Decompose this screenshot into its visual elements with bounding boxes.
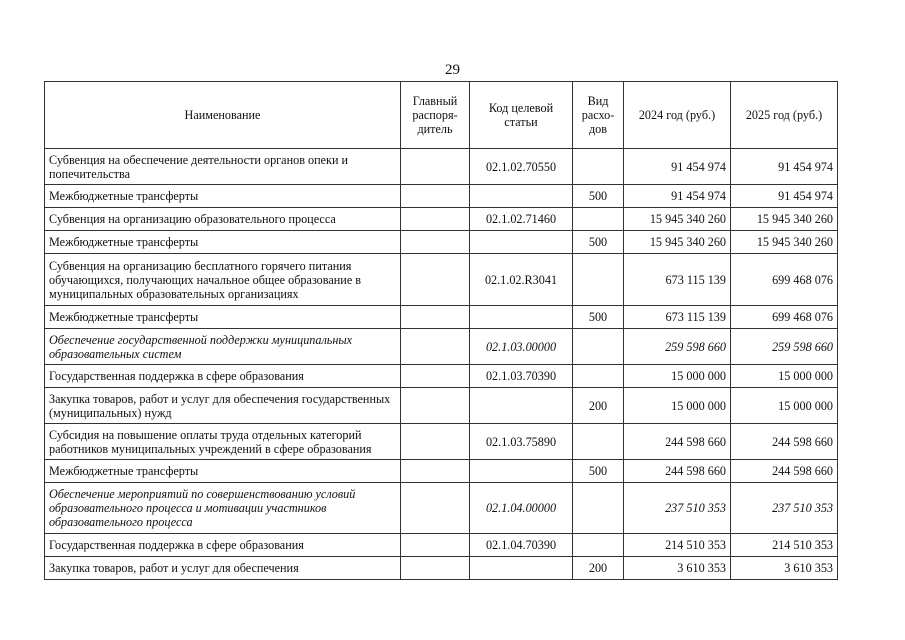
row-2025: 91 454 974 xyxy=(731,149,838,185)
table-header-row xyxy=(45,82,838,149)
row-2025: 15 945 340 260 xyxy=(731,231,838,254)
row-code: 02.1.02.71460 xyxy=(470,208,573,231)
row-code: 02.1.04.70390 xyxy=(470,534,573,557)
row-admin xyxy=(401,460,470,483)
row-admin xyxy=(401,388,470,424)
table-row xyxy=(45,460,838,483)
row-kind: 200 xyxy=(573,388,624,424)
row-name: Обеспечение государственной поддержки муниципальных образовательных систем xyxy=(45,329,401,365)
table-row xyxy=(45,231,838,254)
row-name: Межбюджетные трансферты xyxy=(45,185,401,208)
table-row xyxy=(45,388,838,424)
row-name: Обеспечение мероприятий по совершенствованию условий образовательного процесса и мотивации участников образовательного процесса xyxy=(45,483,401,534)
row-name: Субвенция на обеспечение деятельности органов опеки и попечительства xyxy=(45,149,401,185)
row-code: 02.1.02.70550 xyxy=(470,149,573,185)
row-code xyxy=(470,388,573,424)
row-2025: 15 000 000 xyxy=(731,365,838,388)
table-row xyxy=(45,557,838,580)
row-admin xyxy=(401,557,470,580)
row-kind xyxy=(573,208,624,231)
row-code: 02.1.03.00000 xyxy=(470,329,573,365)
row-2024: 214 510 353 xyxy=(624,534,731,557)
table-row xyxy=(45,149,838,185)
row-kind xyxy=(573,483,624,534)
row-admin xyxy=(401,483,470,534)
row-kind: 200 xyxy=(573,557,624,580)
row-admin xyxy=(401,365,470,388)
row-admin xyxy=(401,231,470,254)
row-name: Субвенция на организацию бесплатного горячего питания обучающихся, получающих начальное общее образование в муниципальных образовательных организациях xyxy=(45,254,401,306)
row-admin xyxy=(401,254,470,306)
row-code xyxy=(470,185,573,208)
table-row xyxy=(45,483,838,534)
row-admin xyxy=(401,329,470,365)
row-kind xyxy=(573,365,624,388)
table-row xyxy=(45,365,838,388)
row-2025: 15 000 000 xyxy=(731,388,838,424)
row-2025: 259 598 660 xyxy=(731,329,838,365)
table-row xyxy=(45,306,838,329)
row-admin xyxy=(401,185,470,208)
row-2024: 15 000 000 xyxy=(624,365,731,388)
budget-table xyxy=(44,81,838,580)
row-2024: 673 115 139 xyxy=(624,254,731,306)
header-2024: 2024 год (руб.) xyxy=(624,82,731,149)
row-admin xyxy=(401,149,470,185)
row-2024: 3 610 353 xyxy=(624,557,731,580)
header-2025: 2025 год (руб.) xyxy=(731,82,838,149)
row-kind xyxy=(573,254,624,306)
row-2024: 91 454 974 xyxy=(624,149,731,185)
row-code xyxy=(470,557,573,580)
header-admin: Главный распоря-дитель xyxy=(401,82,470,149)
header-name: Наименование xyxy=(45,82,401,149)
row-2025: 699 468 076 xyxy=(731,306,838,329)
row-name: Государственная поддержка в сфере образования xyxy=(45,365,401,388)
row-code: 02.1.02.R3041 xyxy=(470,254,573,306)
header-kind: Вид расхо-дов xyxy=(573,82,624,149)
row-2025: 699 468 076 xyxy=(731,254,838,306)
table-row xyxy=(45,185,838,208)
row-admin xyxy=(401,534,470,557)
row-2025: 15 945 340 260 xyxy=(731,208,838,231)
row-2025: 244 598 660 xyxy=(731,460,838,483)
page-number: 29 xyxy=(445,62,460,78)
row-code xyxy=(470,231,573,254)
row-code: 02.1.03.70390 xyxy=(470,365,573,388)
table-row xyxy=(45,329,838,365)
row-2025: 214 510 353 xyxy=(731,534,838,557)
row-name: Субсидия на повышение оплаты труда отдельных категорий работников муниципальных учреждений в сфере образования xyxy=(45,424,401,460)
row-2025: 244 598 660 xyxy=(731,424,838,460)
table-row xyxy=(45,534,838,557)
row-name: Закупка товаров, работ и услуг для обеспечения государственных (муниципальных) нужд xyxy=(45,388,401,424)
row-admin xyxy=(401,306,470,329)
row-name: Межбюджетные трансферты xyxy=(45,306,401,329)
table-row xyxy=(45,254,838,306)
row-2025: 237 510 353 xyxy=(731,483,838,534)
row-kind xyxy=(573,329,624,365)
row-2024: 15 000 000 xyxy=(624,388,731,424)
row-kind xyxy=(573,534,624,557)
table-row xyxy=(45,208,838,231)
row-2025: 91 454 974 xyxy=(731,185,838,208)
row-code: 02.1.03.75890 xyxy=(470,424,573,460)
row-kind: 500 xyxy=(573,460,624,483)
row-2024: 259 598 660 xyxy=(624,329,731,365)
row-name: Государственная поддержка в сфере образования xyxy=(45,534,401,557)
row-name: Субвенция на организацию образовательного процесса xyxy=(45,208,401,231)
row-2025: 3 610 353 xyxy=(731,557,838,580)
row-2024: 237 510 353 xyxy=(624,483,731,534)
row-2024: 91 454 974 xyxy=(624,185,731,208)
row-name: Закупка товаров, работ и услуг для обеспечения xyxy=(45,557,401,580)
row-code: 02.1.04.00000 xyxy=(470,483,573,534)
row-admin xyxy=(401,208,470,231)
row-2024: 244 598 660 xyxy=(624,460,731,483)
row-2024: 244 598 660 xyxy=(624,424,731,460)
row-code xyxy=(470,306,573,329)
row-2024: 15 945 340 260 xyxy=(624,208,731,231)
table-row xyxy=(45,424,838,460)
row-code xyxy=(470,460,573,483)
header-code: Код целевой статьи xyxy=(470,82,573,149)
row-kind: 500 xyxy=(573,306,624,329)
row-2024: 673 115 139 xyxy=(624,306,731,329)
row-kind xyxy=(573,424,624,460)
row-kind: 500 xyxy=(573,231,624,254)
row-admin xyxy=(401,424,470,460)
row-kind: 500 xyxy=(573,185,624,208)
row-2024: 15 945 340 260 xyxy=(624,231,731,254)
row-kind xyxy=(573,149,624,185)
row-name: Межбюджетные трансферты xyxy=(45,231,401,254)
row-name: Межбюджетные трансферты xyxy=(45,460,401,483)
